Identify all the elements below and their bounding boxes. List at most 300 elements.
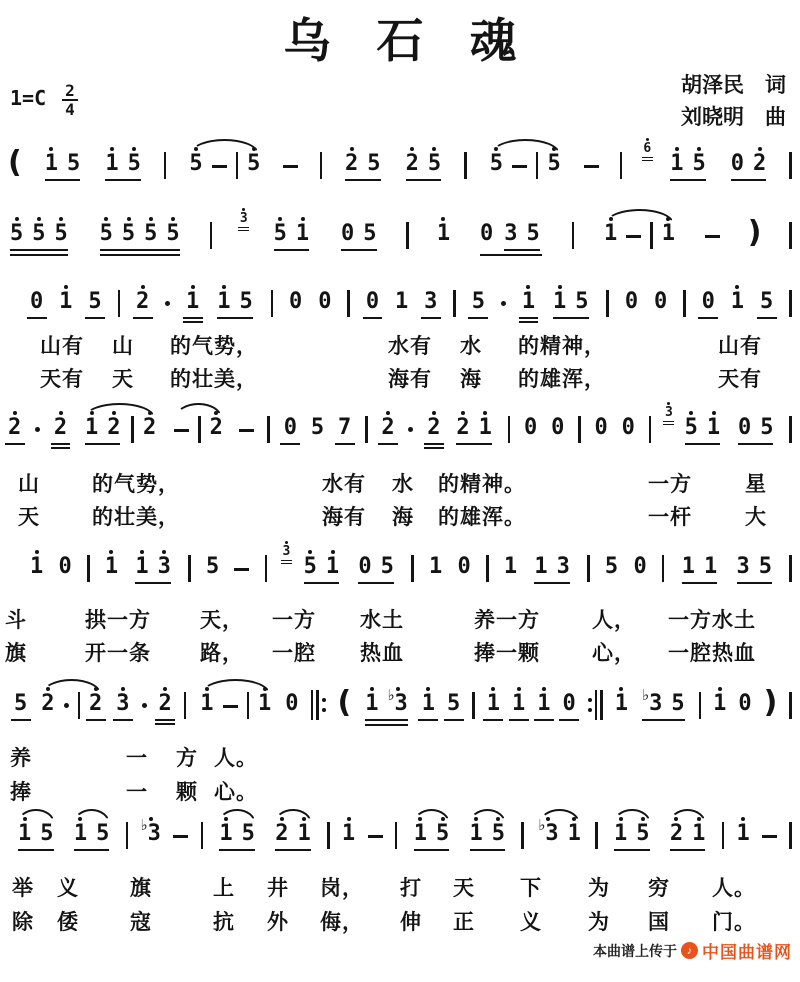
- note-digit: 5: [604, 554, 619, 579]
- note-digit: 5: [671, 691, 685, 716]
- note: [318, 278, 331, 314]
- barline: [650, 222, 653, 249]
- lyric-segment: 热血: [360, 642, 404, 665]
- beam-line: [737, 582, 773, 584]
- note: [437, 210, 450, 246]
- lyric-segment: 岗，: [320, 877, 364, 900]
- lyric-segment: 海: [392, 506, 414, 529]
- note-digit-row: [636, 822, 649, 846]
- note-digit-row: [144, 222, 157, 246]
- meter-denominator: 4: [65, 100, 75, 119]
- key-signature: [10, 81, 78, 119]
- lyric-segment: 抗: [213, 911, 235, 934]
- note-digit: 5: [489, 151, 503, 176]
- note-digit: 2: [209, 415, 223, 440]
- note-digit: 1: [394, 289, 409, 314]
- lyric-segment: 捧一颗: [474, 642, 540, 665]
- flat-icon: ♭: [387, 686, 395, 704]
- beam-line: [642, 719, 685, 721]
- underlines: [11, 719, 31, 721]
- note-digit: 5: [121, 221, 136, 246]
- note-digit: 0: [283, 415, 298, 440]
- note-digit: 2: [89, 691, 103, 716]
- note-digit: 3: [545, 821, 559, 846]
- note-digit: 5: [363, 221, 377, 246]
- note-digit-row: [258, 692, 271, 716]
- barline: [464, 152, 467, 179]
- note-digit: 5: [692, 151, 706, 176]
- note-digit-row: [105, 555, 118, 579]
- lyric-segment: 一: [126, 781, 148, 804]
- barline: [789, 416, 792, 443]
- note-digit: 3: [556, 554, 570, 579]
- note-digit-row: [622, 416, 635, 440]
- note-digit: 5: [241, 821, 255, 846]
- barline: [395, 822, 398, 849]
- note-digit-row: [414, 822, 427, 846]
- underline: [335, 443, 355, 445]
- note-digit-row: [429, 555, 442, 579]
- note-digit-row: [685, 416, 698, 440]
- open-paren: (: [337, 685, 352, 720]
- underline: [698, 317, 718, 319]
- beam-line: [731, 179, 767, 181]
- note-digit-row: [54, 416, 67, 440]
- note: [30, 278, 43, 319]
- note-digit: 3: [116, 691, 130, 716]
- note: [429, 543, 442, 579]
- underlines: [280, 443, 300, 445]
- note-digit-row: [654, 290, 667, 314]
- barline: [184, 692, 187, 719]
- beam-notes: [45, 140, 81, 176]
- note-digit-row: [10, 222, 23, 246]
- note: [642, 680, 662, 716]
- beam-group: [551, 278, 591, 319]
- beam-notes: [217, 278, 253, 314]
- time-signature: [62, 82, 78, 118]
- note-digit-row: [538, 816, 559, 846]
- note-digit-row: [158, 555, 171, 579]
- note-digit-row: [247, 152, 260, 176]
- beam-line: [553, 317, 589, 319]
- note-digit-row: [670, 822, 683, 846]
- dash: [234, 568, 249, 571]
- barline: [722, 822, 725, 849]
- underline: [183, 317, 203, 319]
- note-digit-row: [239, 290, 252, 314]
- note-digit-row: [422, 692, 435, 716]
- note-digit: 1: [105, 151, 119, 176]
- grace-beam-line: [281, 560, 292, 562]
- key-text: 1=C: [10, 86, 47, 110]
- dash: [212, 165, 227, 168]
- note-digit: 3: [424, 289, 438, 314]
- beam-group: [339, 210, 379, 251]
- lyric-segment: 人，: [592, 609, 636, 632]
- grace-beam-line: [238, 227, 249, 229]
- note-digit-row: [547, 152, 560, 176]
- credits: [681, 70, 786, 134]
- beam-notes: [345, 140, 381, 176]
- note-digit-row: [341, 222, 354, 246]
- underline: [424, 443, 444, 445]
- note: [366, 278, 379, 319]
- note-digit-row: [367, 152, 380, 176]
- note-digit: 5: [166, 221, 180, 246]
- underline: [183, 321, 203, 323]
- grace-beam-line: [663, 424, 674, 426]
- beam-group: [103, 140, 143, 181]
- note-digit: 0: [730, 151, 744, 176]
- note-digit: 1: [186, 289, 200, 314]
- note-digit-row: [135, 555, 148, 579]
- note-digit: 2: [41, 691, 55, 716]
- note-digit-row: [30, 290, 43, 314]
- lyric-segment: 水有: [322, 473, 366, 496]
- dash: [173, 835, 188, 838]
- note-digit: 1: [478, 415, 492, 440]
- note: [682, 543, 695, 579]
- note: [32, 210, 45, 246]
- slur-group: [70, 810, 114, 851]
- note-digit: 5: [758, 554, 773, 579]
- lyric-segment: 的精神，: [518, 335, 606, 358]
- note: [504, 543, 517, 579]
- lyric-segment: 人。: [712, 877, 756, 900]
- note: [311, 404, 324, 440]
- lyric-segment: 养: [10, 747, 32, 770]
- note-digit-row: [526, 222, 539, 246]
- lyric-segment: 穷: [648, 877, 670, 900]
- note-digit: 1: [681, 554, 696, 579]
- lyric-segment: 养一方: [474, 609, 540, 632]
- beam-group: [680, 543, 720, 584]
- note: [575, 278, 588, 314]
- note: [427, 404, 440, 449]
- note: [760, 278, 773, 319]
- note-digit: 1: [603, 221, 618, 246]
- lyric-segment: 天有: [718, 368, 762, 391]
- beam-line: [670, 849, 706, 851]
- note: [557, 543, 570, 579]
- note: [363, 210, 376, 246]
- note: [206, 543, 219, 579]
- note-digit-row: [140, 816, 161, 846]
- lyric-segment: 颗: [176, 781, 198, 804]
- underlines: [519, 317, 539, 323]
- note-digit-row: [436, 822, 449, 846]
- lyric-segment: 水: [392, 473, 414, 496]
- close-paren: ): [763, 685, 778, 720]
- beam-line: [682, 582, 718, 584]
- note-digit: 0: [701, 289, 715, 314]
- note: [136, 278, 149, 319]
- note: [30, 543, 43, 579]
- repeat-dot: [588, 708, 592, 712]
- note: [731, 278, 744, 314]
- note-digit-row: [14, 692, 27, 716]
- note-digit: 5: [471, 289, 485, 314]
- lyric-segment: 一杆: [648, 506, 692, 529]
- open-paren: (: [8, 145, 22, 180]
- note-digit: 1: [44, 151, 59, 176]
- lyric-segment: 一: [126, 747, 148, 770]
- note: [55, 210, 68, 246]
- note-digit: 1: [469, 821, 483, 846]
- beam-line: [406, 179, 442, 181]
- underline: [757, 317, 777, 319]
- dash: [584, 165, 599, 168]
- beam-notes: [534, 543, 570, 579]
- song-title: 乌石魂: [283, 14, 563, 67]
- note-digit-row: [189, 152, 202, 176]
- note-digit: 0: [551, 415, 565, 440]
- note-digit-row: [670, 152, 683, 176]
- underline: [5, 443, 25, 445]
- music-line: [30, 278, 792, 328]
- note-digit: 5: [435, 821, 450, 846]
- underlines: [559, 719, 579, 721]
- note-digit: 0: [318, 289, 332, 314]
- barline: [247, 692, 250, 719]
- note-digit-row: [128, 152, 141, 176]
- note: [479, 404, 492, 440]
- note-digit: 5: [14, 691, 28, 716]
- note: [326, 543, 339, 579]
- underlines: [27, 317, 47, 319]
- note-digit-row: [424, 290, 437, 314]
- note: [381, 404, 394, 445]
- underlines: [183, 317, 203, 323]
- note-digit: 1: [706, 415, 721, 440]
- grace-note: [665, 399, 673, 425]
- underline: [519, 321, 539, 323]
- beam-group: [43, 140, 83, 181]
- note-digit: 5: [547, 151, 561, 176]
- note: [553, 278, 566, 314]
- barline: [508, 416, 511, 443]
- lyric-segment: 的壮美，: [170, 368, 258, 391]
- grace-digit: 3: [664, 405, 673, 420]
- lyric-segment: 的雄浑，: [518, 368, 606, 391]
- barline: [789, 152, 792, 179]
- note-digit-row: [311, 416, 324, 440]
- note: [428, 140, 441, 176]
- augmentation-dot: [142, 703, 147, 708]
- note: [88, 278, 101, 319]
- note-digit-row: [642, 686, 663, 716]
- underlines: [378, 443, 398, 445]
- barline: [486, 555, 489, 582]
- augmentation-dot: [165, 301, 170, 306]
- lyricist-credit: 胡泽民 词: [681, 74, 786, 97]
- note-digit-row: [731, 152, 744, 176]
- beam-group: [215, 278, 255, 319]
- lyric-segment: 海有: [322, 506, 366, 529]
- note-digit: 0: [594, 415, 608, 440]
- note-digit-row: [381, 555, 394, 579]
- barline: [789, 692, 792, 719]
- note-digit: 5: [491, 821, 506, 846]
- note-digit: 2: [142, 415, 157, 440]
- note: [10, 210, 23, 246]
- beam-group: [133, 543, 173, 584]
- note-digit: 3: [649, 691, 663, 716]
- note: [59, 278, 72, 314]
- note-digit-row: [40, 822, 53, 846]
- lyric-segment: 旗: [5, 642, 27, 665]
- note-digit: 1: [295, 221, 310, 246]
- underline: [444, 719, 464, 721]
- barline: [411, 555, 414, 582]
- dash: [762, 835, 777, 838]
- note: [551, 404, 564, 440]
- note: [8, 404, 21, 445]
- beam-line: [470, 849, 506, 851]
- note-digit-row: [512, 692, 525, 716]
- barline: [236, 152, 239, 179]
- slur-group: [610, 810, 654, 851]
- note-digit-row: [759, 555, 772, 579]
- beam-notes: [553, 278, 589, 314]
- grace-digit: 6: [643, 141, 652, 156]
- note-digit-row: [522, 290, 535, 314]
- barline: [201, 822, 204, 849]
- note: [605, 543, 618, 579]
- note: [702, 278, 715, 319]
- beam-notes: [456, 404, 492, 440]
- beam-notes: [135, 543, 171, 579]
- beam-line: [738, 443, 774, 445]
- slur-group: [187, 140, 262, 179]
- note-digit: 5: [144, 221, 158, 246]
- beam-line: [341, 249, 377, 251]
- note-digit: 1: [553, 289, 567, 314]
- barline: [789, 555, 792, 582]
- lyric-segment: 拱一方: [85, 609, 151, 632]
- note: [116, 680, 129, 721]
- underlines: [155, 719, 175, 725]
- note-digit: 1: [135, 554, 149, 579]
- beam-line: [18, 849, 54, 851]
- note-digit-row: [30, 555, 43, 579]
- note-digit-row: [366, 290, 379, 314]
- underlines: [113, 719, 133, 721]
- lyric-segment: 天: [112, 368, 134, 391]
- note-digit: 1: [436, 221, 451, 246]
- beam-group: [532, 543, 572, 584]
- note-digit: 0: [365, 289, 380, 314]
- note-digit: 0: [341, 221, 355, 246]
- lyric-segment: 井: [267, 877, 289, 900]
- note: [105, 140, 118, 176]
- slur-group: [466, 810, 510, 851]
- note-digit: 5: [526, 221, 540, 246]
- beam-line: [10, 254, 68, 256]
- underline: [424, 447, 444, 449]
- lyric-segment: 路，: [200, 642, 244, 665]
- underline: [363, 317, 383, 319]
- note-digit: 3: [504, 221, 518, 246]
- lyric-segment: 天，: [200, 609, 244, 632]
- lyric-segment: 侮，: [320, 911, 364, 934]
- note-digit: 3: [736, 554, 750, 579]
- beam-group: [640, 680, 687, 721]
- beam-notes: [480, 210, 542, 251]
- note-digit: 5: [447, 691, 461, 716]
- beam-line: [534, 582, 570, 584]
- barline: [587, 555, 590, 582]
- repeat-dots: [588, 698, 592, 712]
- note-digit-row: [284, 416, 297, 440]
- close-paren: ): [747, 215, 762, 250]
- note: [217, 278, 230, 314]
- note: [713, 680, 726, 716]
- note-digit-row: [753, 152, 766, 176]
- note: [406, 140, 419, 176]
- lyric-segment: 星: [745, 473, 767, 496]
- lyric-segment: 天: [18, 506, 40, 529]
- slur-group: [39, 680, 104, 721]
- note-digit: 5: [684, 415, 698, 440]
- beam-notes: [304, 543, 340, 579]
- barline: [606, 290, 609, 317]
- lyric-segment: 为: [588, 911, 610, 934]
- note: [365, 680, 378, 716]
- note-digit: 1: [18, 821, 32, 846]
- flat-icon: ♭: [140, 816, 148, 834]
- lyric-segment: 除: [12, 911, 34, 934]
- note-digit-row: [760, 416, 773, 440]
- note-digit: 5: [67, 151, 81, 176]
- note-digit-row: [143, 416, 156, 440]
- beam-notes: [738, 404, 774, 440]
- note-digit-row: [296, 222, 309, 246]
- note: [100, 210, 113, 246]
- note: [526, 210, 539, 246]
- note-digit-row: [358, 555, 371, 579]
- note-digit-row: [96, 822, 109, 846]
- beam-line: [345, 179, 381, 181]
- note-digit-row: [297, 822, 310, 846]
- barline: [536, 152, 539, 179]
- note-digit: 0: [479, 221, 494, 246]
- note: [144, 210, 157, 246]
- note-digit: 5: [247, 151, 261, 176]
- note: [504, 210, 517, 246]
- grace-beam-line: [663, 421, 674, 423]
- note-digit-row: [338, 416, 351, 440]
- note-digit: 5: [367, 151, 381, 176]
- underline: [133, 317, 153, 319]
- note-digit: 5: [127, 151, 141, 176]
- note-digit-row: [345, 152, 358, 176]
- note: [753, 140, 766, 176]
- note: [105, 543, 118, 579]
- note-digit-row: [472, 290, 485, 314]
- note: [358, 543, 371, 579]
- repeat-barline: [316, 690, 319, 720]
- watermark: [593, 938, 792, 963]
- note-digit-row: [107, 416, 120, 440]
- slur-group: [410, 810, 454, 851]
- barline: [662, 555, 665, 582]
- music-line: [8, 210, 792, 260]
- beam-group: [343, 140, 383, 181]
- grace-note: [283, 538, 291, 564]
- beam-line: [219, 849, 255, 851]
